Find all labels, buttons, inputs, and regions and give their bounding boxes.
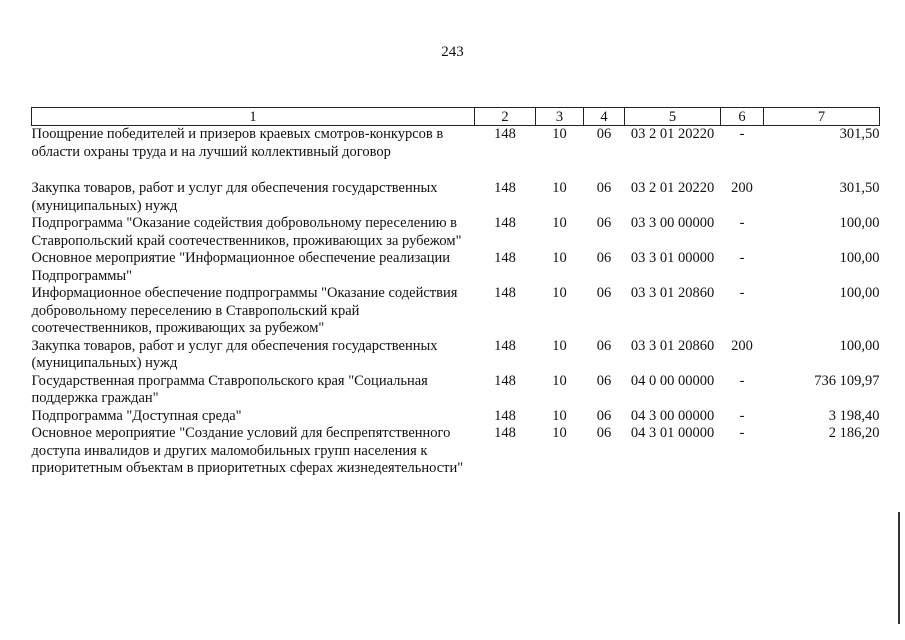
- column-header-expense-type: 6: [721, 108, 764, 126]
- row-subsection: 06: [596, 285, 612, 301]
- row-expense-type: -: [739, 250, 745, 266]
- row-subsection: 06: [596, 250, 612, 266]
- row-amount: 3 198,40: [828, 407, 880, 424]
- row-ministry: 148: [494, 215, 516, 231]
- row-ministry: 148: [494, 180, 516, 196]
- row-name: Подпрограмма "Доступная среда": [31, 407, 242, 424]
- row-expense-type: -: [739, 407, 745, 424]
- row-name: Государственная программа Ставропольского края "Социальная поддержка граждан": [31, 372, 428, 406]
- row-ministry: 148: [494, 425, 516, 441]
- row-ministry: 148: [494, 285, 516, 301]
- row-ministry: 148: [494, 372, 516, 389]
- column-header-subsection: 4: [584, 108, 625, 126]
- row-amount: 2 186,20: [828, 425, 880, 441]
- row-target-article: 04 0 00 00000: [630, 372, 715, 389]
- row-expense-type: -: [739, 425, 745, 441]
- table-row: [32, 126, 880, 181]
- column-header-target-article: 5: [625, 108, 721, 126]
- row-target-article: 03 2 01 20220: [630, 126, 715, 142]
- row-section: 10: [552, 285, 567, 301]
- row-target-article: 04 3 01 00000: [630, 425, 715, 441]
- table-row: [32, 425, 880, 478]
- table-row: [32, 285, 880, 338]
- row-section: 10: [552, 126, 567, 142]
- scan-edge-line: [898, 512, 900, 624]
- row-target-article: 03 2 01 20220: [630, 180, 715, 196]
- row-section: 10: [552, 337, 567, 354]
- table-row: [32, 338, 880, 373]
- row-target-article: 03 3 00 00000: [630, 215, 715, 231]
- row-subsection: 06: [596, 407, 612, 424]
- row-name: Закупка товаров, работ и услуг для обеспечения государственных (муниципальных) нужд: [31, 337, 438, 371]
- column-header-amount: 7: [764, 108, 880, 126]
- row-target-article: 03 3 01 00000: [630, 250, 715, 266]
- table-row: [32, 180, 880, 215]
- row-ministry: 148: [494, 337, 516, 354]
- row-name: Поощрение победителей и призеров краевых смотров-конкурсов в области охраны труда и на лучший коллективный договор: [31, 126, 444, 160]
- row-amount: 301,50: [839, 126, 880, 142]
- row-section: 10: [552, 407, 567, 424]
- row-expense-type: -: [739, 215, 745, 231]
- column-header-name: 1: [32, 108, 475, 126]
- row-expense-type: 200: [731, 180, 753, 196]
- row-ministry: 148: [494, 250, 516, 266]
- table-row: [32, 373, 880, 408]
- table-header-row: [32, 108, 880, 126]
- row-subsection: 06: [596, 180, 612, 196]
- row-name: Информационное обеспечение подпрограммы "Оказание содействия добровольному переселению в Ставропольский край соотечественников, проживающих за рубежом": [31, 285, 458, 336]
- page-number: 243: [441, 44, 464, 60]
- row-amount: 100,00: [839, 250, 880, 266]
- row-amount: 736 109,97: [814, 372, 880, 389]
- row-expense-type: -: [739, 126, 745, 142]
- row-section: 10: [552, 425, 567, 441]
- row-subsection: 06: [596, 215, 612, 231]
- row-expense-type: 200: [731, 337, 753, 354]
- table-row: [32, 408, 880, 426]
- row-ministry: 148: [494, 126, 516, 142]
- row-subsection: 06: [596, 372, 612, 389]
- row-target-article: 03 3 01 20860: [630, 337, 715, 354]
- table-row: [32, 250, 880, 285]
- row-name: Закупка товаров, работ и услуг для обеспечения государственных (муниципальных) нужд: [31, 180, 438, 214]
- column-header-section: 3: [536, 108, 584, 126]
- row-name: Подпрограмма "Оказание содействия добровольному переселению в Ставропольский край соотечественников, проживающих за рубежом": [31, 215, 462, 249]
- row-amount: 100,00: [839, 337, 880, 354]
- budget-table: [31, 107, 880, 478]
- table-row: [32, 215, 880, 250]
- row-amount: 301,50: [839, 180, 880, 196]
- row-name: Основное мероприятие "Создание условий для беспрепятственного доступа инвалидов и других маломобильных групп населения к приоритетным объектам в приоритетных сферах жизнедеятельности": [31, 425, 464, 476]
- row-target-article: 03 3 01 20860: [630, 285, 715, 301]
- row-ministry: 148: [494, 407, 516, 424]
- row-name: Основное мероприятие "Информационное обеспечение реализации Подпрограммы": [31, 250, 451, 284]
- row-amount: 100,00: [839, 215, 880, 231]
- row-subsection: 06: [596, 337, 612, 354]
- column-header-ministry: 2: [475, 108, 536, 126]
- row-section: 10: [552, 180, 567, 196]
- row-expense-type: -: [739, 372, 745, 389]
- row-section: 10: [552, 372, 567, 389]
- row-subsection: 06: [596, 425, 612, 441]
- row-section: 10: [552, 250, 567, 266]
- row-section: 10: [552, 215, 567, 231]
- row-target-article: 04 3 00 00000: [630, 407, 715, 424]
- row-subsection: 06: [596, 126, 612, 142]
- row-amount: 100,00: [839, 285, 880, 301]
- row-expense-type: -: [739, 285, 745, 301]
